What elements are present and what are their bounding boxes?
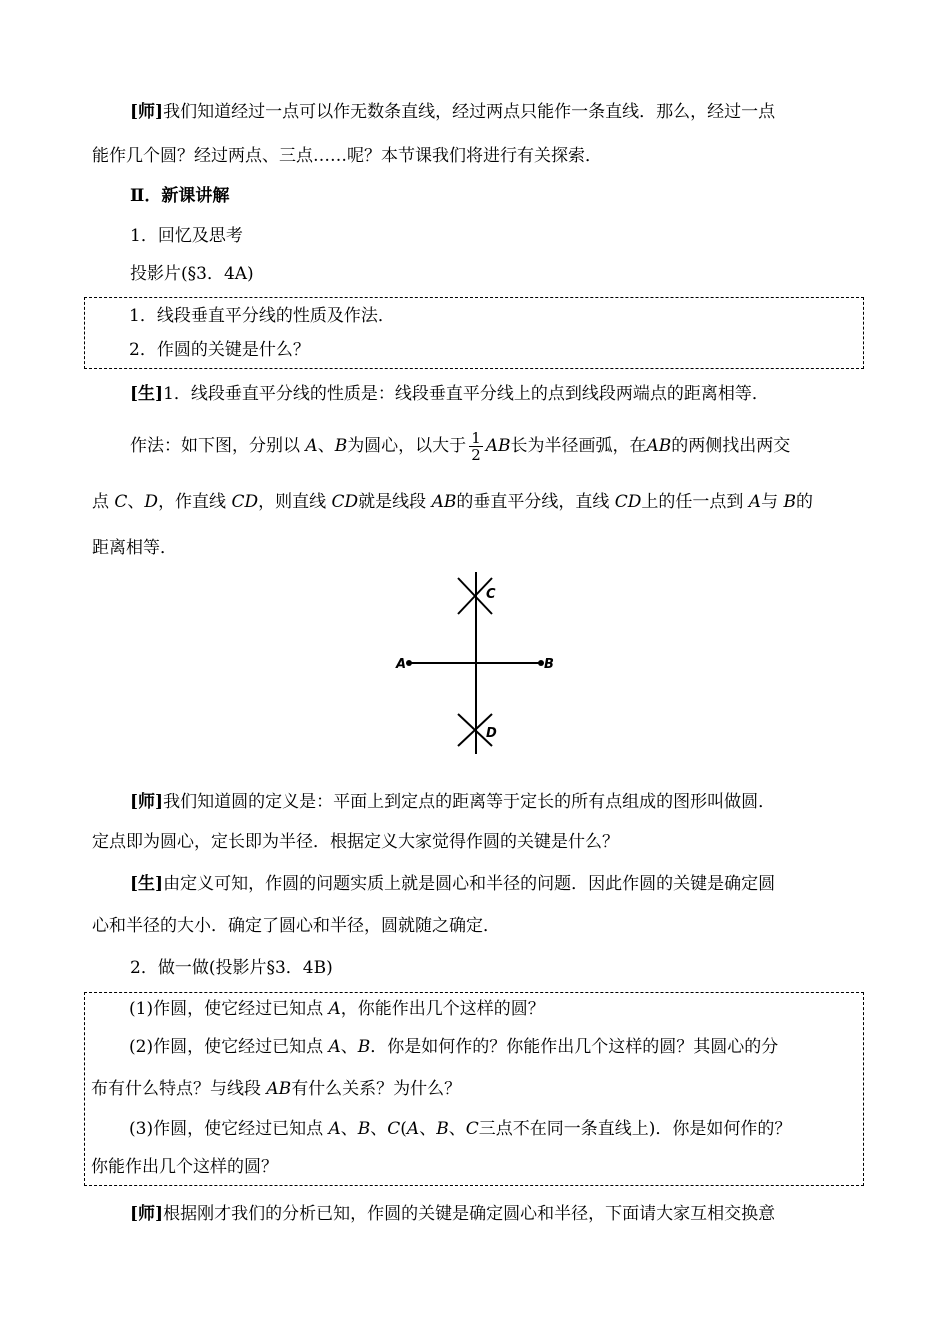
paragraph-student-2-line-1: [生]由定义可知，作圆的问题实质上就是圆心和半径的问题．因此作圆的关键是确定圆 [130, 874, 776, 894]
question-box-1 [84, 297, 864, 369]
text: 1．线段垂直平分线的性质是：线段垂直平分线上的点到线段两端点的距离相等． [163, 384, 769, 404]
question-box-2 [84, 992, 864, 1186]
fraction-half: $\frac{1}{2}$ [471, 429, 481, 464]
text: 我们知道经过一点可以作无数条直线，经过两点只能作一条直线．那么，经过一点 [163, 102, 776, 122]
role-student: [生] [130, 874, 164, 894]
role-student: [生] [130, 384, 164, 404]
box-2-question-2: (2)作圆，使它经过已知点 A、B．你是如何作的？你能作出几个这样的圆？其圆心的分 [129, 1037, 779, 1057]
label-c: C [486, 587, 496, 602]
paragraph-teacher-1-line-2: 能作几个圆？经过两点、三点……呢？本节课我们将进行有关探索． [92, 146, 602, 166]
point-a [406, 660, 412, 666]
method-line-2: 点 C、D，作直线 CD，则直线 CD就是线段 AB的垂直平分线，直线 CD上的任一点到 A与 B的 [92, 492, 813, 512]
role-teacher: [师] [130, 1204, 164, 1224]
paragraph-teacher-1-line-1 [130, 100, 775, 124]
perpendicular-bisector-figure [395, 568, 555, 758]
box-2-question-1: (1)作圆，使它经过已知点 A，你能作出几个这样的圆？ [129, 999, 545, 1019]
paragraph-teacher-2-line-1: [师]我们知道圆的定义是：平面上到定点的距离等于定长的所有点组成的图形叫做圆． [130, 792, 776, 812]
method-line-3: 距离相等． [92, 538, 177, 558]
label-b: B [544, 657, 554, 672]
role-teacher: [师] [130, 102, 164, 122]
item-2-title: 2．做一做(投影片§3．4B) [130, 958, 333, 978]
label-a: A [396, 657, 407, 672]
box-2-question-3-line-2: 你能作出几个这样的圆？ [91, 1157, 278, 1177]
box-2-question-2-line-2: 布有什么特点？与线段 AB有什么关系？为什么？ [91, 1079, 462, 1099]
label-d: D [486, 726, 497, 741]
item-1-projector: 投影片(§3．4A) [130, 264, 254, 284]
paragraph-teacher-3-line-1: [师]根据刚才我们的分析已知，作圆的关键是确定圆心和半径，下面请大家互相交换意 [130, 1204, 776, 1224]
box-1-question-1: 1．线段垂直平分线的性质及作法． [129, 306, 395, 326]
section-heading: Ⅱ．新课讲解 [130, 186, 230, 206]
paragraph-student-2-line-2: 心和半径的大小．确定了圆心和半径，圆就随之确定． [92, 916, 500, 936]
role-teacher: [师] [130, 792, 164, 812]
paragraph-teacher-2-line-2: 定点即为圆心，定长即为半径．根据定义大家觉得作圆的关键是什么？ [92, 832, 619, 852]
method-line-1: 作法：如下图，分别以 A、B为圆心，以大于 $\frac{1}{2}$ AB长为半径画弧，在AB的两侧找出两交 [130, 429, 791, 464]
item-1-title: 1．回忆及思考 [130, 226, 243, 246]
box-2-question-3: (3)作圆，使它经过已知点 A、B、C(A、B、C三点不在同一条直线上)．你是如何作的？ [129, 1119, 792, 1139]
paragraph-student-1 [130, 382, 769, 406]
box-1-question-2: 2．作圆的关键是什么？ [129, 340, 310, 360]
